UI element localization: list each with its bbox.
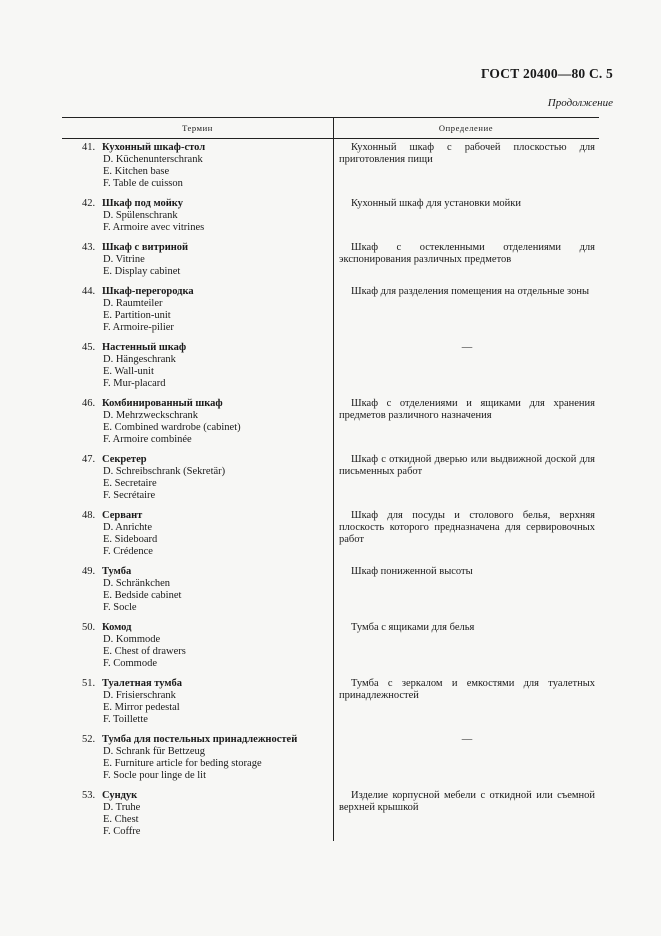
term-cell bbox=[62, 198, 327, 234]
term-translation: E. Bedside cabinet bbox=[103, 590, 182, 601]
term-title bbox=[62, 678, 327, 690]
definition-cell: Кухонный шкаф с рабочей плоскостью для приготовления пищи bbox=[339, 142, 595, 165]
term-number: 51. bbox=[82, 678, 96, 689]
continued-label: Продолжение bbox=[547, 97, 613, 109]
definition-cell: Шкаф с откидной дверью или выдвижной доской для письменных работ bbox=[339, 454, 595, 477]
term-name: Туалетная тумба bbox=[102, 678, 183, 689]
term-translation: D. Frisierschrank bbox=[103, 690, 176, 701]
term-translation: F. Secrétaire bbox=[103, 490, 156, 501]
definition-cell: Тумба с зеркалом и емкостями для туалетных принадлежностей bbox=[339, 678, 595, 701]
term-translation: F. Table de cuisson bbox=[103, 178, 183, 189]
term-translation: E. Sideboard bbox=[103, 534, 158, 545]
term-cell bbox=[62, 142, 327, 190]
term-translation: E. Chest of drawers bbox=[103, 646, 186, 657]
term-name: Тумба для постельных принадлежностей bbox=[102, 734, 298, 745]
term-cell bbox=[62, 622, 327, 670]
term-cell bbox=[62, 454, 327, 502]
term-name: Шкаф с витриной bbox=[102, 242, 189, 253]
term-translation: D. Anrichte bbox=[103, 522, 152, 533]
term-number: 44. bbox=[82, 286, 96, 297]
definition-cell: Шкаф с отделениями и ящиками для хранения предметов различного назначения bbox=[339, 398, 595, 421]
term-translation: F. Commode bbox=[103, 658, 157, 669]
term-translation: F. Crédence bbox=[103, 546, 153, 557]
term-translation: D. Küchenunterschrank bbox=[103, 154, 203, 165]
term-cell bbox=[62, 286, 327, 334]
term-title bbox=[62, 454, 327, 466]
term-translation: D. Schrank für Bettzeug bbox=[103, 746, 206, 757]
term-name: Кухонный шкаф-стол bbox=[102, 142, 206, 153]
term-cell bbox=[62, 510, 327, 558]
term-number: 48. bbox=[82, 510, 96, 521]
term-translation: E. Kitchen base bbox=[103, 166, 170, 177]
term-number: 45. bbox=[82, 342, 96, 353]
term-title bbox=[62, 790, 327, 802]
term-translation: E. Furniture article for beding storage bbox=[103, 758, 262, 769]
definition-cell: Кухонный шкаф для установки мойки bbox=[351, 198, 521, 209]
term-number: 49. bbox=[82, 566, 96, 577]
term-name: Шкаф под мойку bbox=[102, 198, 183, 209]
term-number: 46. bbox=[82, 398, 96, 409]
term-name: Сервант bbox=[102, 510, 143, 521]
term-number: 41. bbox=[82, 142, 96, 153]
term-number: 53. bbox=[82, 790, 96, 801]
term-translation: F. Armoire combinée bbox=[103, 434, 192, 445]
term-name: Шкаф-перегородка bbox=[102, 286, 194, 297]
term-title bbox=[62, 398, 327, 410]
page-header: ГОСТ 20400—80 С. 5 bbox=[480, 66, 613, 81]
term-translation: D. Mehrzweckschrank bbox=[103, 410, 199, 421]
term-translation: E. Combined wardrobe (cabinet) bbox=[103, 422, 241, 433]
term-translation: F. Socle bbox=[103, 602, 137, 613]
term-name: Сундук bbox=[102, 790, 138, 801]
term-translation: F. Mur-placard bbox=[103, 378, 166, 389]
term-translation: F. Coffre bbox=[103, 826, 141, 837]
term-number: 43. bbox=[82, 242, 96, 253]
term-cell bbox=[62, 566, 327, 614]
definition-cell: Шкаф для разделения помещения на отдельные зоны bbox=[351, 286, 590, 297]
term-translation: E. Secretaire bbox=[103, 478, 157, 489]
term-title bbox=[62, 342, 327, 354]
table-header bbox=[62, 118, 599, 139]
term-cell bbox=[62, 678, 327, 726]
definition-cell: Шкаф с остекленными отделениями для экспонирования различных предметов bbox=[339, 242, 595, 265]
term-translation: F. Armoire-pilier bbox=[103, 322, 174, 333]
term-number: 50. bbox=[82, 622, 96, 633]
column-header-definition: Определение bbox=[438, 123, 494, 133]
term-name: Настенный шкаф bbox=[102, 342, 187, 353]
term-title bbox=[62, 142, 327, 154]
term-translation: D. Truhe bbox=[103, 802, 141, 813]
term-number: 52. bbox=[82, 734, 96, 745]
definition-cell: — bbox=[461, 734, 473, 745]
term-title bbox=[62, 242, 327, 254]
term-translation: D. Hängeschrank bbox=[103, 354, 176, 365]
term-translation: F. Armoire avec vitrines bbox=[103, 222, 205, 233]
term-number: 47. bbox=[82, 454, 96, 465]
term-translation: D. Raumteiler bbox=[103, 298, 163, 309]
term-cell bbox=[62, 242, 327, 278]
term-translation: E. Mirror pedestal bbox=[103, 702, 180, 713]
term-translation: D. Spülenschrank bbox=[103, 210, 178, 221]
column-header-term: Термин bbox=[182, 123, 213, 133]
definition-cell: — bbox=[461, 342, 473, 353]
term-translation: D. Schreibschrank (Sekretär) bbox=[103, 466, 226, 477]
definition-cell: Изделие корпусной мебели с откидной или съемной верхней крышкой bbox=[339, 790, 595, 813]
term-cell bbox=[62, 342, 327, 390]
term-name: Секретер bbox=[102, 454, 147, 465]
term-title bbox=[62, 734, 327, 746]
term-translation: E. Wall-unit bbox=[103, 366, 154, 377]
terms-table bbox=[62, 117, 599, 837]
term-cell bbox=[62, 734, 327, 782]
term-title bbox=[62, 566, 327, 578]
term-translation: D. Vitrine bbox=[103, 254, 145, 265]
term-title bbox=[62, 198, 327, 210]
term-translation: E. Display cabinet bbox=[103, 266, 181, 277]
definition-cell: Тумба с ящиками для белья bbox=[351, 622, 475, 633]
term-number: 42. bbox=[82, 198, 96, 209]
term-translation: D. Schränkchen bbox=[103, 578, 171, 589]
term-translation: F. Socle pour linge de lit bbox=[103, 770, 206, 781]
term-translation: E. Chest bbox=[103, 814, 139, 825]
column-divider bbox=[333, 118, 334, 841]
definition-cell: Шкаф пониженной высоты bbox=[351, 566, 473, 577]
term-name: Комод bbox=[102, 622, 132, 633]
term-cell bbox=[62, 398, 327, 446]
term-name: Тумба bbox=[102, 566, 132, 577]
term-name: Комбинированный шкаф bbox=[102, 398, 223, 409]
term-title bbox=[62, 286, 327, 298]
term-translation: E. Partition-unit bbox=[103, 310, 171, 321]
term-cell bbox=[62, 790, 327, 838]
definition-cell: Шкаф для посуды и столового белья, верхняя плоскость которого предназначена для сервировочных работ bbox=[339, 510, 595, 545]
term-translation: F. Toillette bbox=[103, 714, 148, 725]
term-translation: D. Kommode bbox=[103, 634, 161, 645]
term-title bbox=[62, 510, 327, 522]
term-title bbox=[62, 622, 327, 634]
